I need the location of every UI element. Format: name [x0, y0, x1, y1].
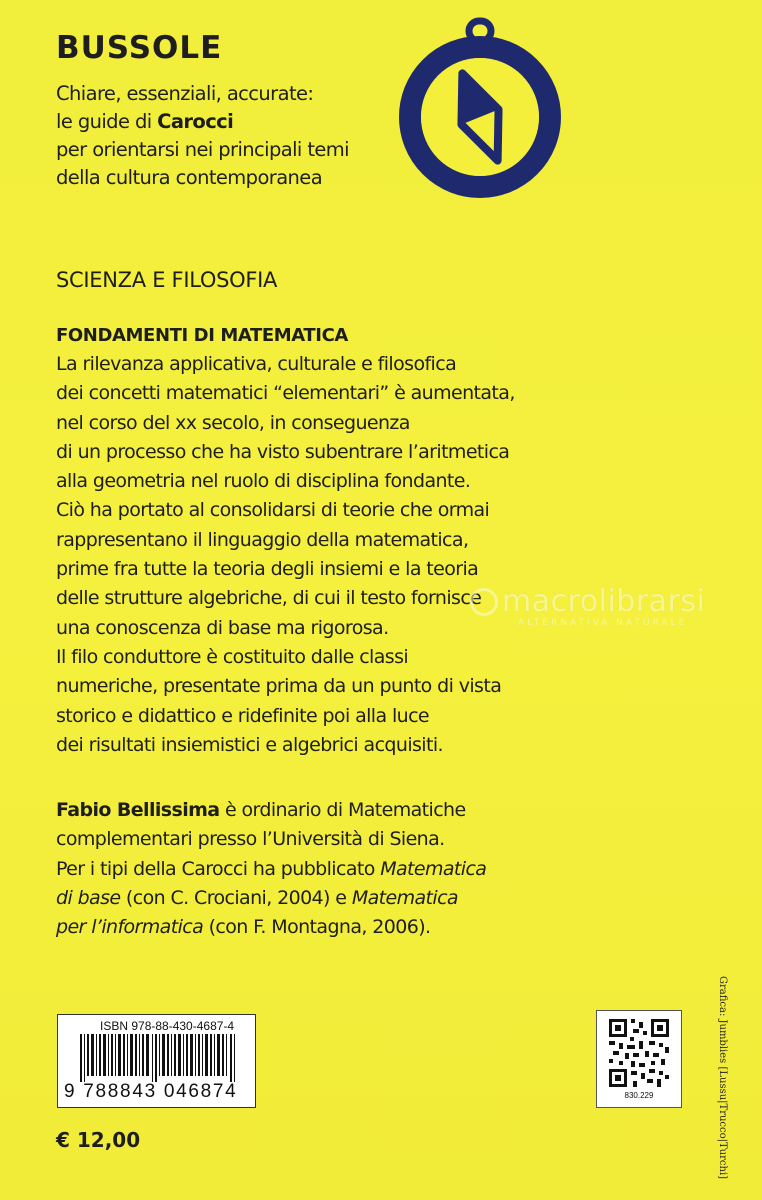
- watermark-subtext: ALTERNATIVA NATURALE: [518, 618, 688, 628]
- description-line: Ciò ha portato al consolidarsi di teorie che ormai: [56, 499, 490, 522]
- book-title: FONDAMENTI DI MATEMATICA: [56, 325, 348, 346]
- price: € 12,00: [56, 1128, 141, 1152]
- author-bio-line: Per i tipi della Carocci ha pubblicato Matematica: [56, 857, 487, 880]
- description-line: alla geometria nel ruolo di disciplina fondante.: [56, 470, 471, 493]
- isbn-barcode: [57, 1014, 256, 1108]
- description-line: storico e didattico e ridefinite poi alla luce: [56, 704, 430, 727]
- description-line: Il filo conduttore è costituito dalle classi: [56, 645, 409, 668]
- category-heading: SCIENZA E FILOSOFIA: [56, 268, 278, 292]
- design-credits: Grafica: Jumblies [Lussu|Trucco|Turchi]: [717, 976, 728, 1180]
- watermark: [470, 584, 740, 634]
- series-tagline: [56, 80, 396, 192]
- tagline-line: della cultura contemporanea: [56, 166, 323, 189]
- qr-code-number: 830.229: [624, 1091, 654, 1100]
- description-line: di un processo che ha visto subentrare l’aritmetica: [56, 440, 510, 463]
- qr-code: [596, 1010, 682, 1108]
- qr-code-icon: [609, 1019, 669, 1087]
- watermark-text: macrolibrarsi: [502, 584, 706, 619]
- author-bio: [56, 796, 526, 942]
- tagline-line: Chiare, essenziali, accurate:: [56, 82, 314, 105]
- description-line: una conoscenza di base ma rigorosa.: [56, 616, 389, 639]
- author-name: Fabio Bellissima: [56, 799, 220, 821]
- description-line: prime fra tutte la teoria degli insiemi e la teoria: [56, 558, 479, 581]
- series-title: BUSSOLE: [56, 30, 223, 66]
- barcode-icon: [80, 1034, 240, 1082]
- book-description: [56, 350, 526, 760]
- isbn-number: ISBN 978-88-430-4687-4: [100, 1019, 235, 1033]
- compass-icon: [390, 12, 580, 212]
- author-bio-line: Fabio Bellissima è ordinario di Matematiche: [56, 799, 466, 821]
- description-line: La rilevanza applicativa, culturale e filosofica: [56, 353, 457, 375]
- description-line: nel corso del xx secolo, in conseguenza: [56, 411, 410, 434]
- description-line: dei risultati insiemistici e algebrici acquisiti.: [56, 733, 443, 756]
- watermark-logo-icon: [470, 588, 498, 616]
- description-line: rappresentano il linguaggio della matematica,: [56, 528, 469, 551]
- description-line: numeriche, presentate prima da un punto di vista: [56, 675, 502, 698]
- tagline-line: le guide di Carocci: [56, 110, 234, 133]
- tagline-line: per orientarsi nei principali temi: [56, 138, 349, 161]
- description-line: dei concetti matematici “elementari” è aumentata,: [56, 382, 515, 405]
- author-bio-line: per l’informatica (con F. Montagna, 2006).: [56, 916, 431, 939]
- publisher-name: Carocci: [157, 110, 234, 133]
- author-bio-line: di base (con C. Crociani, 2004) e Matematica: [56, 886, 458, 909]
- description-line: delle strutture algebriche, di cui il testo fornisce: [56, 587, 482, 610]
- author-bio-line: complementari presso l’Università di Siena.: [56, 828, 445, 851]
- barcode-digits: 9 788843 046874: [64, 1081, 238, 1102]
